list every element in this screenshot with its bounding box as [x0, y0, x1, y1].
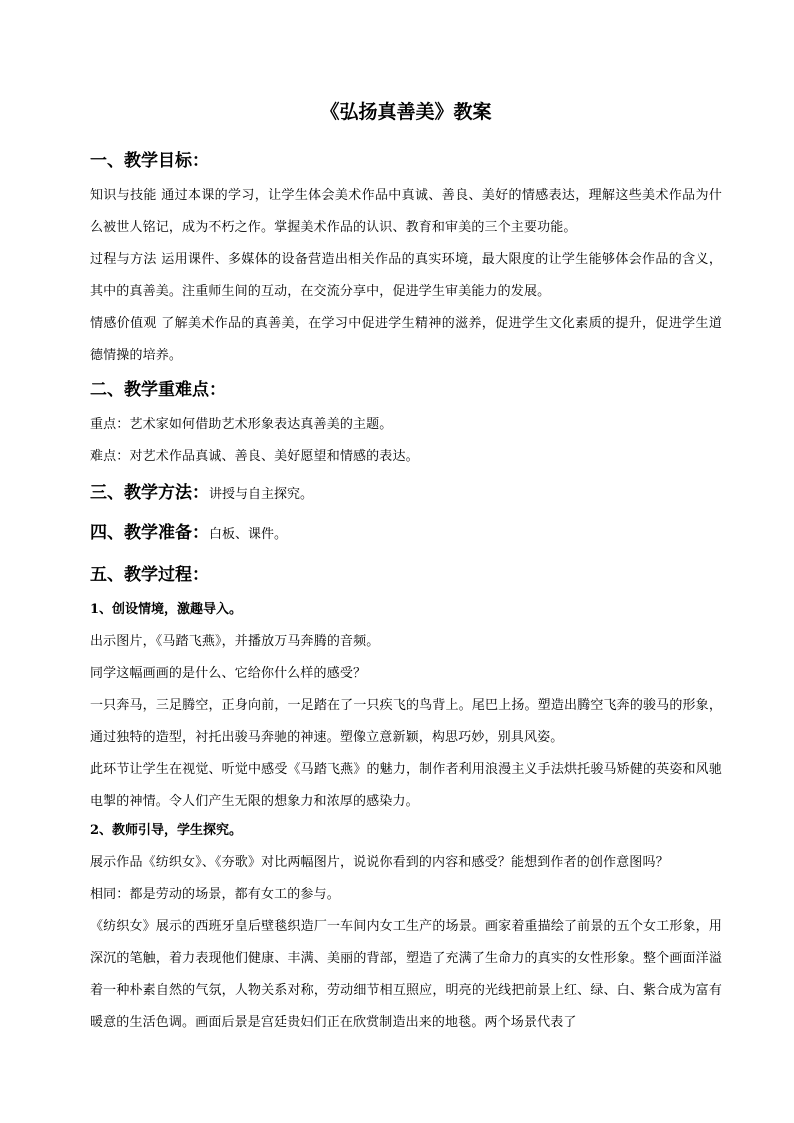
teaching-methods-text: 讲授与自主探究。: [209, 487, 314, 502]
paragraph-emotional-values: 情感价值观 了解美术作品的真善美，在学习中促进学生精神的滋养，促进学生文化素质的提升，促进学生道德情操的培养。: [90, 316, 722, 363]
paragraph-key-point: 重点：艺术家如何借助艺术形象表达真善美的主题。: [90, 417, 393, 432]
paragraph-horse-charm: 此环节让学生在视觉、听觉中感受《马踏飞燕》的魅力，制作者利用浪漫主义手法烘托骏马矫健的英姿和风驰电掣的神情。令人们产生无限的想象力和浓厚的感染力。: [90, 762, 722, 809]
section-heading-teaching-process: 五、教学过程：: [90, 565, 209, 585]
teaching-preparation-text: 白板、课件。: [209, 527, 288, 542]
document-page: [90, 0, 722, 1123]
document-title: 《弘扬真善美》教案: [320, 101, 492, 123]
paragraph-show-works: 展示作品《纺织女》、《夯歌》对比两幅图片，说说你看到的内容和感受？能想到作者的创作意图吗？: [90, 855, 669, 870]
section-heading-teaching-preparation: 四、教学准备：: [90, 523, 209, 543]
paragraph-show-picture: 出示图片，《马踏飞燕》，并播放万马奔腾的音频。: [90, 634, 380, 649]
step-heading-create-situation: 1、创设情境，激趣导入。: [90, 602, 243, 617]
section-heading-key-difficult-points: 二、教学重难点：: [90, 380, 226, 400]
section-teaching-methods: [90, 480, 313, 508]
paragraph-knowledge-skills: 知识与技能 通过本课的学习，让学生体会美术作品中真诚、善良、美好的情感表达，理解这些美术作品为什么被世人铭记，成为不朽之作。掌握美术作品的认识、教育和审美的三个主要功能。: [90, 188, 722, 235]
paragraph-difficult-point: 难点：对艺术作品真诚、善良、美好愿望和情感的表达。: [90, 449, 419, 464]
section-teaching-preparation: [90, 520, 287, 548]
paragraph-horse-description: 一只奔马，三足腾空，正身向前，一足踏在了一只疾飞的鸟背上。尾巴上扬。塑造出腾空飞奔的骏马的形象，通过独特的造型，衬托出骏马奔驰的神速。塑像立意新颖，构思巧妙，别具风姿。: [90, 698, 722, 745]
section-heading-teaching-objectives: 一、教学目标：: [90, 151, 209, 171]
paragraph-spinners-description: 《纺织女》展示的西班牙皇后壁毯织造厂一车间内女工生产的场景。画家着重描绘了前景的五个女工形象，用深沉的笔触，着力表现他们健康、丰满、美丽的背部，塑造了充满了生命力的真实的女性形象。整个画面洋溢着一种朴素自然的气氛，人物关系对称，劳动细节相互照应，明亮的光线把前景上红、绿、白、紫合成为富有暖意的生活色调。画面后景是宫廷贵妇们正在欣赏制造出来的地毯。两个场景代表了: [90, 919, 722, 1030]
paragraph-similarity: 相同：都是劳动的场景，都有女工的参与。: [90, 887, 340, 902]
step-heading-teacher-guidance: 2、教师引导，学生探究。: [90, 823, 243, 838]
paragraph-question: 同学这幅画画的是什么、它给你什么样的感受？: [90, 666, 367, 681]
paragraph-process-methods: 过程与方法 运用课件、多媒体的设备营造出相关作品的真实环境，最大限度的让学生能够体会作品的含义，其中的真善美。注重师生间的互动，在交流分享中，促进学生审美能力的发展。: [90, 252, 722, 299]
section-heading-teaching-methods: 三、教学方法：: [90, 483, 209, 503]
